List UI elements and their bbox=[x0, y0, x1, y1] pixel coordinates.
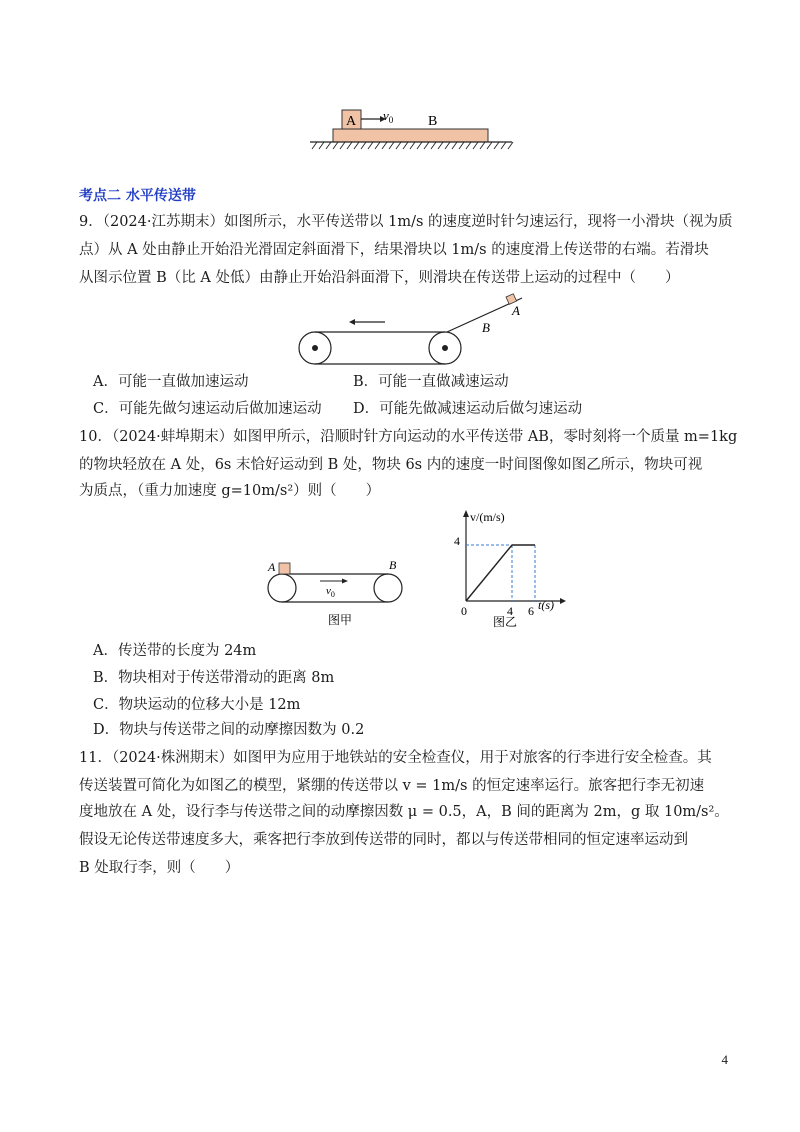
hatch-mark bbox=[354, 142, 359, 149]
q9-line-1: 9．（2024·江苏期末）如图所示，水平传送带以 1m/s 的速度逆时针匀速运行，现将一小滑块（视为质 bbox=[79, 214, 733, 230]
velocity-label: $v_0$ bbox=[326, 585, 335, 599]
hatch-mark bbox=[333, 142, 338, 149]
y-tick-4: 4 bbox=[454, 534, 460, 548]
hatch-mark bbox=[382, 142, 387, 149]
block-a-label: A bbox=[346, 114, 357, 129]
q10-belt-figure bbox=[258, 556, 418, 628]
q10-line-2: 的物块轻放在 A 处，6s 末恰好运动到 B 处，物块 6s 内的速度一时间图像如图乙所示，物块可视 bbox=[79, 457, 703, 473]
hatch-mark bbox=[347, 142, 352, 149]
q9-option-b: B．可能一直做减速运动 bbox=[353, 374, 509, 390]
hatch-mark bbox=[480, 142, 485, 149]
hatch-mark bbox=[368, 142, 373, 149]
x-axis-label: t(s) bbox=[538, 598, 554, 612]
origin-label: 0 bbox=[461, 604, 467, 618]
velocity-label: $v_0$ bbox=[383, 108, 394, 125]
q9-option-d: D．可能先做减速运动后做匀速运动 bbox=[353, 401, 583, 417]
left-roller bbox=[268, 574, 296, 602]
hatch-mark bbox=[403, 142, 408, 149]
hatch-mark bbox=[312, 142, 317, 149]
ground-hatching bbox=[312, 142, 513, 149]
hatch-mark bbox=[417, 142, 422, 149]
board-b bbox=[333, 129, 488, 142]
board-b-label: B bbox=[428, 114, 438, 129]
velocity-arrowhead bbox=[342, 579, 348, 584]
hatch-mark bbox=[396, 142, 401, 149]
hatch-mark bbox=[361, 142, 366, 149]
hatch-mark bbox=[501, 142, 506, 149]
incline-label-a: A bbox=[512, 303, 520, 318]
hatch-mark bbox=[438, 142, 443, 149]
hatch-mark bbox=[459, 142, 464, 149]
caption: 图甲 bbox=[328, 613, 353, 627]
hatch-mark bbox=[319, 142, 324, 149]
hatch-mark bbox=[431, 142, 436, 149]
q10-option-b: B．物块相对于传送带滑动的距离 8m bbox=[93, 670, 335, 686]
q10-vt-graph bbox=[450, 505, 570, 630]
label-a: A bbox=[268, 560, 276, 574]
right-roller-axle bbox=[442, 345, 448, 351]
incline-label-b: B bbox=[482, 320, 490, 335]
q11-line-5: B 处取行李，则（ ） bbox=[79, 860, 240, 876]
series-segment bbox=[466, 545, 512, 601]
caption: 图乙 bbox=[493, 615, 518, 629]
q9-option-c: C．可能先做匀速运动后做加速运动 bbox=[93, 401, 322, 417]
hatch-mark bbox=[508, 142, 513, 149]
left-roller-axle bbox=[312, 345, 318, 351]
right-roller bbox=[374, 574, 402, 602]
y-axis-arrowhead bbox=[463, 510, 469, 517]
x-tick-6: 6 bbox=[528, 604, 534, 618]
hatch-mark bbox=[389, 142, 394, 149]
hatch-mark bbox=[466, 142, 471, 149]
block-on-board-figure bbox=[300, 100, 520, 160]
hatch-mark bbox=[452, 142, 457, 149]
hatch-mark bbox=[424, 142, 429, 149]
q10-option-a: A．传送带的长度为 24m bbox=[93, 643, 257, 659]
block bbox=[279, 563, 290, 574]
hatch-mark bbox=[410, 142, 415, 149]
hatch-mark bbox=[473, 142, 478, 149]
x-axis-arrowhead bbox=[560, 598, 566, 604]
q11-line-4: 假设无论传送带速度多大，乘客把行李放到传送带的同时，都以与传送带相同的恒定速率运动到 bbox=[79, 832, 688, 848]
q9-line-3: 从图示位置 B（比 A 处低）由静止开始沿斜面滑下，则滑块在传送带上运动的过程中（ ） bbox=[79, 270, 680, 286]
page-number: 4 bbox=[721, 1052, 728, 1067]
q9-conveyor-figure bbox=[290, 288, 540, 370]
belt-direction-arrowhead bbox=[349, 319, 355, 325]
q10-option-c: C．物块运动的位移大小是 12m bbox=[93, 697, 301, 713]
hatch-mark bbox=[487, 142, 492, 149]
q11-line-1: 11．（2024·株洲期末）如图甲为应用于地铁站的安全检查仪，用于对旅客的行李进行安全检查。其 bbox=[79, 750, 712, 766]
hatch-mark bbox=[326, 142, 331, 149]
q10-option-d: D．物块与传送带之间的动摩擦因数为 0.2 bbox=[93, 722, 365, 738]
y-axis-label: v/(m/s) bbox=[470, 510, 505, 524]
hatch-mark bbox=[445, 142, 450, 149]
label-b: B bbox=[389, 558, 397, 572]
hatch-mark bbox=[340, 142, 345, 149]
hatch-mark bbox=[494, 142, 499, 149]
hatch-mark bbox=[375, 142, 380, 149]
q10-line-3: 为质点，（重力加速度 g=10m/s²）则（ ） bbox=[79, 483, 381, 499]
q11-line-2: 传送装置可简化为如图乙的模型，紧绷的传送带以 v = 1m/s 的恒定速率运行。旅客把行李无初速 bbox=[79, 778, 705, 794]
q10-line-1: 10．（2024·蚌埠期末）如图甲所示，沿顺时针方向运动的水平传送带 AB，零时刻将一个质量 m=1kg bbox=[79, 429, 738, 445]
x-tick-4: 4 bbox=[507, 604, 513, 618]
vt-plot-area bbox=[466, 545, 535, 601]
q9-line-2: 点）从 A 处由静止开始沿光滑固定斜面滑下，结果滑块以 1m/s 的速度滑上传送带的右端。若滑块 bbox=[79, 242, 709, 258]
section-title: 考点二 水平传送带 bbox=[79, 188, 196, 204]
q9-option-a: A．可能一直做加速运动 bbox=[93, 374, 249, 390]
q11-line-3: 度地放在 A 处，设行李与传送带之间的动摩擦因数 μ = 0.5，A，B 间的距离为 2m，g 取 10m/s²。 bbox=[79, 804, 729, 820]
